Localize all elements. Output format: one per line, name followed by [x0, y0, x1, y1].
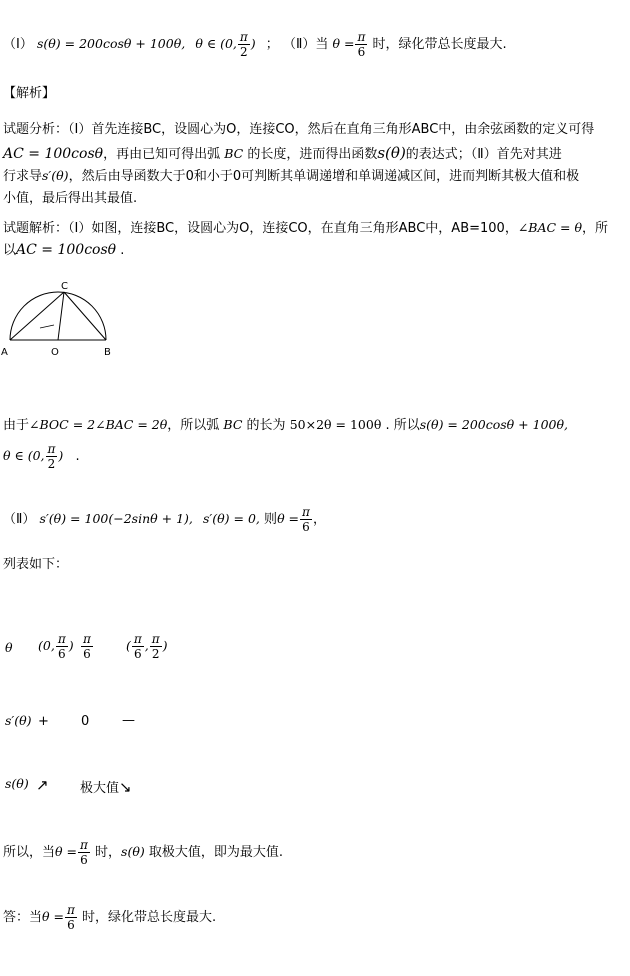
solution-line-1: 试题解析：（Ⅰ）如图，连接BC，设圆心为O，连接CO，在直角三角形ABC中，AB=100，∠BAC = θ，所	[3, 220, 609, 236]
segment-oc	[58, 292, 64, 340]
fraction-pi-over-2: $\frac{\pi}{2}$	[47, 442, 56, 471]
fraction-pi-over-6: $\frac{\pi}{6}$	[67, 903, 75, 932]
label-a: A	[1, 347, 8, 358]
domain-close: )	[250, 36, 256, 51]
final-answer-line: 答：当θ = $\frac{\pi}{6}$ 时，绿化带总长度最大.	[3, 903, 217, 932]
analysis-line-3: 行求导s′(θ)，然后由导函数大于0和小于0可判断其单调递增和单调递减区间，进而判断其极大值和极	[3, 168, 580, 184]
interval-2: ( $\frac{\pi}{6}$ , $\frac{\pi}{2}$ )	[126, 632, 168, 661]
row-function-label: s(θ)	[5, 776, 29, 791]
table-intro: 列表如下：	[3, 557, 69, 572]
part2-label: （Ⅱ）当	[282, 37, 329, 52]
fraction-pi-over-6: $\frac{\pi}{6}$	[302, 505, 310, 534]
row-theta-label: θ	[5, 640, 13, 655]
critical-point: $\frac{\pi}{6}$	[83, 632, 91, 661]
s-expression: s(θ) = 200cosθ + 100θ,	[36, 36, 186, 51]
analysis-line-4: 小值，最后得出其最值.	[3, 191, 138, 206]
geometry-figure	[0, 275, 120, 360]
domain-line: θ ∈ (0, $\frac{\pi}{2}$ ) .	[3, 442, 80, 471]
increasing-arrow: ↗	[36, 776, 49, 794]
derivative-zero: 0	[81, 714, 90, 729]
angle-mark	[40, 325, 54, 328]
theta-equals: θ =	[332, 36, 355, 51]
domain-open: θ ∈ (0,	[195, 36, 237, 51]
solution-line-2: 以AC = 100cosθ .	[3, 242, 125, 258]
fraction-pi-over-6: $\frac{\pi}{6}$	[80, 838, 88, 867]
part2-tail: 时，绿化带总长度最大.	[372, 37, 507, 52]
interval-1: (0, $\frac{\pi}{6}$ )	[38, 632, 74, 661]
arc-length-line: 由于∠BOC = 2∠BAC = 2θ，所以弧 BC 的长为 50×2θ = 100θ . 所以s(θ) = 200cosθ + 100θ,	[3, 417, 568, 433]
fraction-pi-over-6: $\frac{\pi}{6}$	[357, 30, 366, 59]
label-o: O	[51, 347, 59, 358]
part1-label: （Ⅰ）	[3, 37, 33, 52]
row-derivative-label: s′(θ)	[5, 713, 32, 728]
label-c: C	[61, 281, 68, 292]
analysis-label: 【解析】	[3, 86, 56, 101]
separator: ；	[265, 37, 279, 52]
local-maximum: 极大值↘	[80, 778, 132, 796]
derivative-positive: +	[38, 714, 49, 729]
conclusion-line: 所以，当θ = $\frac{\pi}{6}$ 时，s(θ) 取极大值，即为最大值.	[3, 838, 284, 867]
analysis-line-2: AC = 100cosθ，再由已知可得出弧 BC 的长度，进而得出函数s(θ)的表达式；（Ⅱ）首先对其进	[3, 144, 562, 162]
analysis-line-1: 试题分析：（Ⅰ）首先连接BC，设圆心为O，连接CO，然后在直角三角形ABC中，由余弦函数的定义可得	[3, 122, 595, 137]
fraction-pi-over-2: $\frac{\pi}{2}$	[239, 30, 248, 59]
label-b: B	[104, 347, 111, 358]
derivative-negative: —	[122, 713, 135, 728]
derivative-line: （Ⅱ） s′(θ) = 100(−2sinθ + 1), s′(θ) = 0, 则θ = $\frac{\pi}{6}$ ，	[3, 505, 326, 534]
segment-ac	[10, 292, 64, 340]
answer-line	[3, 30, 507, 59]
semicircle-arc	[10, 292, 106, 340]
decreasing-arrow: ↘	[119, 778, 132, 796]
